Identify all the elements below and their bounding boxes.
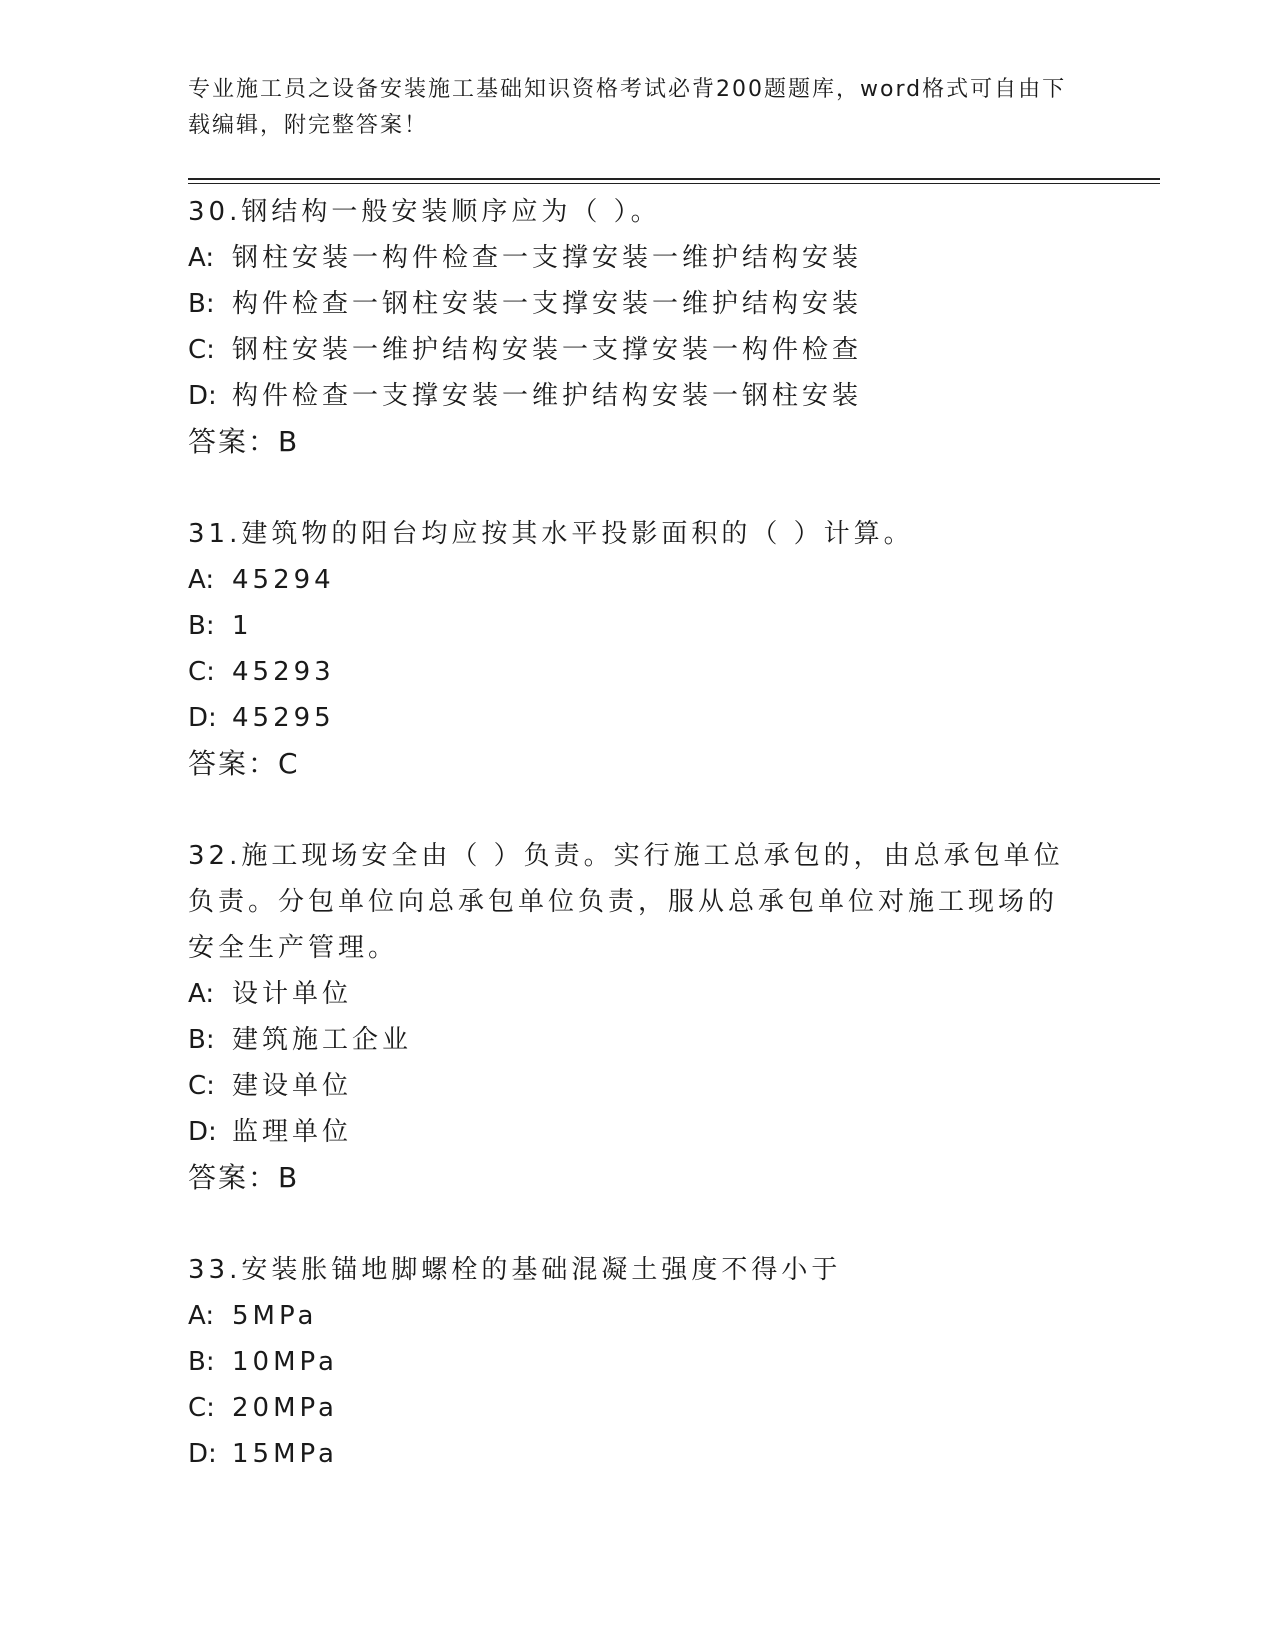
option-c (188, 327, 1088, 373)
question-30 (188, 189, 1088, 465)
question-stem: 31.建筑物的阳台均应按其水平投影面积的（ ）计算。 (188, 519, 914, 549)
option-key: A: (188, 979, 215, 1009)
option-d (188, 1109, 1088, 1155)
option-key: D: (188, 1439, 217, 1469)
question-stem: 30.钢结构一般安装顺序应为（ ）。 (188, 197, 661, 227)
option-key: A: (188, 1301, 215, 1331)
option-a (188, 557, 1088, 603)
option-a (188, 235, 1088, 281)
option-b (188, 281, 1088, 327)
answer-label: 答案：C (188, 747, 300, 780)
question-stem: 33.安装胀锚地脚螺栓的基础混凝土强度不得小于 (188, 1255, 842, 1285)
option-text: 构件检查一钢柱安装一支撑安装一维护结构安装 (232, 289, 863, 319)
option-key: B: (188, 289, 215, 319)
option-text: 15MPa (232, 1439, 338, 1469)
answer-label: 答案：B (188, 1161, 300, 1194)
question-list (188, 189, 1088, 1523)
option-text: 20MPa (232, 1393, 338, 1423)
option-key: B: (188, 611, 215, 641)
option-text: 45293 (232, 657, 335, 687)
option-b (188, 1017, 1088, 1063)
option-text: 10MPa (232, 1347, 338, 1377)
header-divider-thick (188, 178, 1160, 180)
question-stem: 32.施工现场安全由（ ）负责。实行施工总承包的，由总承包单位负责。分包单位向总承包单位负责，服从总承包单位对施工现场的安全生产管理。 (188, 841, 1064, 963)
option-text: 建设单位 (232, 1071, 353, 1101)
option-d (188, 695, 1088, 741)
option-d (188, 1431, 1088, 1477)
option-text: 钢柱安装一维护结构安装一支撑安装一构件检查 (232, 335, 863, 365)
question-32 (188, 833, 1088, 1201)
option-key: A: (188, 565, 215, 595)
option-key: B: (188, 1025, 215, 1055)
option-d (188, 373, 1088, 419)
option-text: 建筑施工企业 (232, 1025, 413, 1055)
option-text: 监理单位 (232, 1117, 353, 1147)
option-b (188, 1339, 1088, 1385)
option-key: C: (188, 657, 215, 687)
document-header: 专业施工员之设备安装施工基础知识资格考试必背200题题库，word格式可自由下载编辑，附完整答案！ (188, 77, 1067, 138)
option-c (188, 1385, 1088, 1431)
option-key: C: (188, 1071, 215, 1101)
option-text: 钢柱安装一构件检查一支撑安装一维护结构安装 (232, 243, 863, 273)
option-text: 构件检查一支撑安装一维护结构安装一钢柱安装 (232, 381, 863, 411)
option-text: 设计单位 (232, 979, 353, 1009)
question-31 (188, 511, 1088, 787)
option-key: D: (188, 1117, 217, 1147)
answer-label: 答案：B (188, 425, 300, 458)
option-text: 1 (232, 611, 253, 641)
option-b (188, 603, 1088, 649)
option-a (188, 1293, 1088, 1339)
option-text: 45295 (232, 703, 335, 733)
option-key: A: (188, 243, 215, 273)
option-key: C: (188, 335, 215, 365)
option-text: 5MPa (232, 1301, 318, 1331)
option-text: 45294 (232, 565, 335, 595)
option-key: C: (188, 1393, 215, 1423)
option-key: B: (188, 1347, 215, 1377)
option-a (188, 971, 1088, 1017)
option-key: D: (188, 381, 217, 411)
option-key: D: (188, 703, 217, 733)
option-c (188, 649, 1088, 695)
option-c (188, 1063, 1088, 1109)
question-33 (188, 1247, 1088, 1477)
header-divider-thin (188, 183, 1160, 184)
